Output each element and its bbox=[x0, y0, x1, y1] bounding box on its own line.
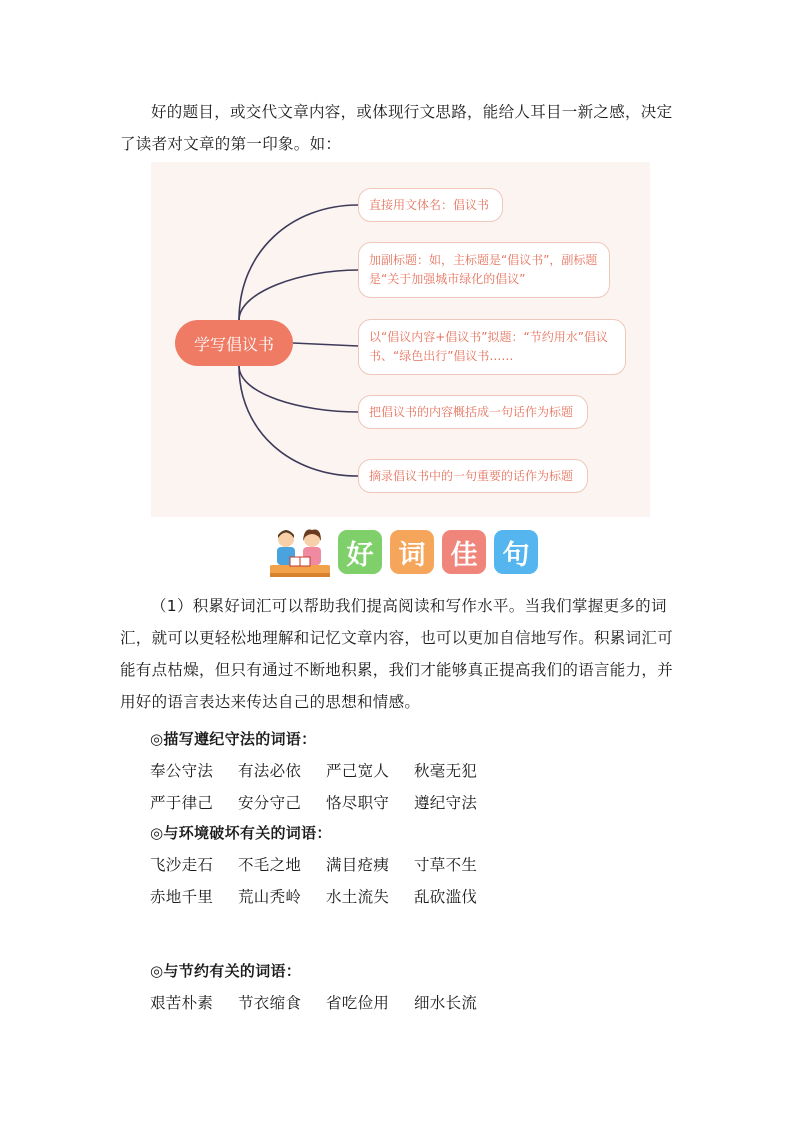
word: 节衣缩食 bbox=[238, 994, 302, 1012]
mindmap bbox=[151, 162, 650, 517]
tile-good: 好 bbox=[338, 530, 382, 574]
tile-word: 词 bbox=[390, 530, 434, 574]
word: 省吃俭用 bbox=[326, 994, 390, 1012]
connector-1 bbox=[239, 270, 358, 320]
word: 乱砍滥伐 bbox=[414, 888, 478, 906]
word: 秋毫无犯 bbox=[414, 762, 478, 780]
connector-2 bbox=[293, 343, 358, 346]
word: 严己宽人 bbox=[326, 762, 390, 780]
word: 不毛之地 bbox=[238, 856, 302, 874]
section-title-thrift: ◎与节约有关的词语： bbox=[150, 962, 302, 980]
word-row bbox=[150, 885, 502, 907]
word-row bbox=[150, 853, 502, 875]
mindmap-branch: 以“倡议内容+倡议书”拟题：“节约用水”倡议书、“绿色出行”倡议书…… bbox=[358, 319, 626, 375]
word: 遵纪守法 bbox=[414, 794, 478, 812]
mindmap-branch: 摘录倡议书中的一句重要的话作为标题 bbox=[358, 459, 588, 493]
word-row bbox=[150, 991, 502, 1013]
tile-fine: 佳 bbox=[442, 530, 486, 574]
word: 有法必依 bbox=[238, 762, 302, 780]
word: 奉公守法 bbox=[150, 762, 214, 780]
word-row bbox=[150, 791, 502, 813]
word: 满目疮痍 bbox=[326, 856, 390, 874]
section-title-environment: ◎与环境破坏有关的词语： bbox=[150, 824, 332, 842]
word: 严于律己 bbox=[150, 794, 214, 812]
word-row bbox=[150, 759, 502, 781]
connector-0 bbox=[239, 205, 358, 320]
word: 飞沙走石 bbox=[150, 856, 214, 874]
connector-3 bbox=[239, 366, 358, 412]
word: 恪尽职守 bbox=[326, 794, 390, 812]
good-words-banner bbox=[268, 527, 548, 579]
word: 安分守己 bbox=[238, 794, 302, 812]
intro-paragraph: 好的题目，或交代文章内容，或体现行文思路，能给人耳目一新之感，决定了读者对文章的第一印象。如： bbox=[120, 103, 673, 153]
word: 艰苦朴素 bbox=[150, 994, 214, 1012]
connector-4 bbox=[239, 366, 358, 476]
word: 细水长流 bbox=[414, 994, 478, 1012]
mindmap-branch: 直接用文体名：倡议书 bbox=[358, 188, 503, 222]
section-title-law: ◎描写遵纪守法的词语： bbox=[150, 730, 317, 748]
mindmap-branch: 把倡议书的内容概括成一句话作为标题 bbox=[358, 395, 588, 429]
word: 水土流失 bbox=[326, 888, 390, 906]
mindmap-branch: 加副标题：如，主标题是“倡议书”，副标题是“关于加强城市绿化的倡议” bbox=[358, 242, 610, 298]
accumulate-paragraph: （1）积累好词汇可以帮助我们提高阅读和写作水平。当我们掌握更多的词汇，就可以更轻松地理解和记忆文章内容，也可以更加自信地写作。积累词汇可能有点枯燥，但只有通过不断地积累，我们才能够真正提高我们的语言能力，并用好的语言表达来传达自己的思想和情感。 bbox=[120, 597, 674, 711]
word: 寸草不生 bbox=[414, 856, 478, 874]
students-reading-icon bbox=[268, 527, 332, 579]
word: 赤地千里 bbox=[150, 888, 214, 906]
mindmap-center-node: 学写倡议书 bbox=[175, 320, 293, 366]
tile-sentence: 句 bbox=[494, 530, 538, 574]
word: 荒山秃岭 bbox=[238, 888, 302, 906]
